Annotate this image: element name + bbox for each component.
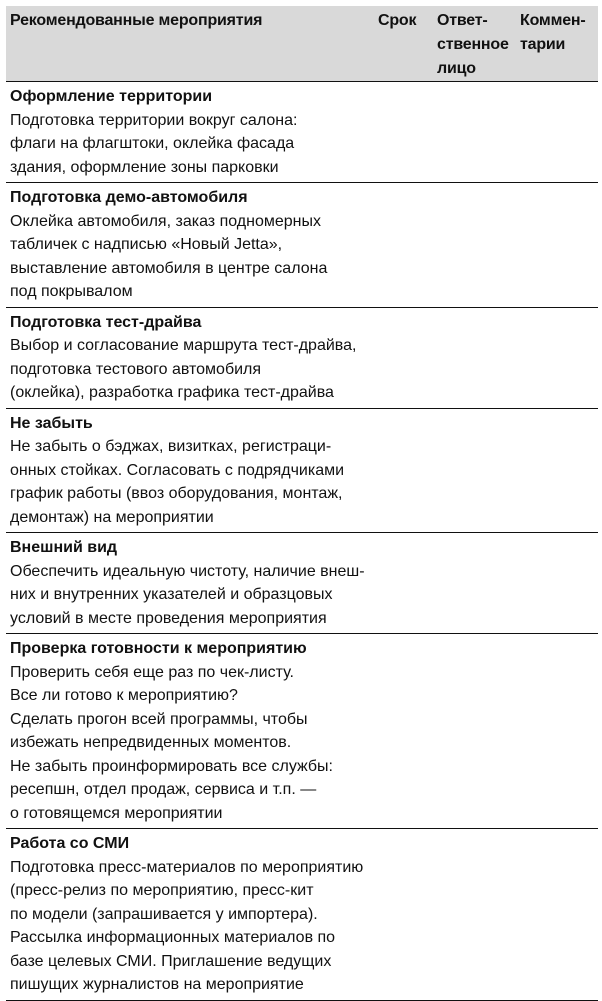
measure-cell bbox=[6, 307, 374, 408]
responsible-cell bbox=[433, 307, 516, 408]
deadline-cell bbox=[374, 634, 433, 829]
measure-cell bbox=[6, 533, 374, 634]
measure-title: Подготовка демо-автомобиля bbox=[10, 189, 248, 206]
header-deadline: Срок bbox=[374, 6, 433, 82]
table-header-row bbox=[6, 6, 598, 82]
measure-description: Подготовка территории вокруг салона: флаги на флагштоки, оклейка фасада здания, оформление зоны парковки bbox=[10, 111, 298, 176]
header-measures: Рекомендованные мероприятия bbox=[6, 6, 374, 82]
measure-title: Работа со СМИ bbox=[10, 835, 130, 852]
comments-cell bbox=[516, 82, 598, 183]
measure-description: Обеспечить идеальную чистоту, наличие внеш- них и внутренних указателей и образцовых условий в месте проведения мероприятия bbox=[10, 562, 365, 627]
responsible-cell bbox=[433, 533, 516, 634]
table-row bbox=[6, 183, 598, 308]
table-row bbox=[6, 82, 598, 183]
measure-description: Не забыть о бэджах, визитках, регистраци- онных стойках. Согласовать с подрядчиками график работы (ввоз оборудования, монтаж, демонтаж) на мероприятии bbox=[10, 438, 345, 526]
deadline-cell bbox=[374, 307, 433, 408]
responsible-cell bbox=[433, 408, 516, 533]
measure-cell bbox=[6, 634, 374, 829]
event-checklist-table bbox=[6, 6, 598, 1001]
table-row bbox=[6, 408, 598, 533]
deadline-cell bbox=[374, 82, 433, 183]
comments-cell bbox=[516, 829, 598, 1001]
comments-cell bbox=[516, 183, 598, 308]
responsible-cell bbox=[433, 634, 516, 829]
measure-description: Проверить себя еще раз по чек-листу. Все ли готово к мероприятию? Сделать прогон всей программы, чтобы избежать непредвиденных моментов. Не забыть проинформировать все службы: ресепшн, отдел продаж, сервиса и т.п. — о готовящемся мероприятии bbox=[10, 663, 333, 822]
table-row bbox=[6, 307, 598, 408]
header-responsible: Ответ- ственное лицо bbox=[433, 6, 516, 82]
measure-title: Проверка готовности к мероприятию bbox=[10, 640, 307, 657]
table-row bbox=[6, 533, 598, 634]
comments-cell bbox=[516, 408, 598, 533]
measure-title: Не забыть bbox=[10, 414, 93, 432]
deadline-cell bbox=[374, 408, 433, 533]
deadline-cell bbox=[374, 829, 433, 1001]
deadline-cell bbox=[374, 183, 433, 308]
measure-cell bbox=[6, 829, 374, 1001]
responsible-cell bbox=[433, 829, 516, 1001]
measure-title: Оформление территории bbox=[10, 88, 213, 105]
measure-cell bbox=[6, 408, 374, 533]
measure-title: Подготовка тест-драйва bbox=[10, 313, 202, 331]
responsible-cell bbox=[433, 183, 516, 308]
table-row bbox=[6, 829, 598, 1001]
header-comments: Коммен- тарии bbox=[516, 6, 598, 82]
comments-cell bbox=[516, 634, 598, 829]
measure-cell bbox=[6, 82, 374, 183]
measure-description: Выбор и согласование маршрута тест-драйва, подготовка тестового автомобиля (оклейка), разработка графика тест-драйва bbox=[10, 337, 357, 401]
deadline-cell bbox=[374, 533, 433, 634]
measure-title: Внешний вид bbox=[10, 539, 118, 556]
comments-cell bbox=[516, 533, 598, 634]
measure-cell bbox=[6, 183, 374, 308]
table-row bbox=[6, 634, 598, 829]
responsible-cell bbox=[433, 82, 516, 183]
measure-description: Оклейка автомобиля, заказ подномерных табличек с надписью «Новый Jetta», выставление автомобиля в центре салона под покрывалом bbox=[10, 212, 328, 300]
measure-description: Подготовка пресс-материалов по мероприятию (пресс-релиз по мероприятию, пресс-кит по модели (запрашивается у импортера). Рассылка информационных материалов по базе целевых СМИ. Приглашение ведущих пишущих журналистов на мероприятие bbox=[10, 858, 364, 993]
comments-cell bbox=[516, 307, 598, 408]
